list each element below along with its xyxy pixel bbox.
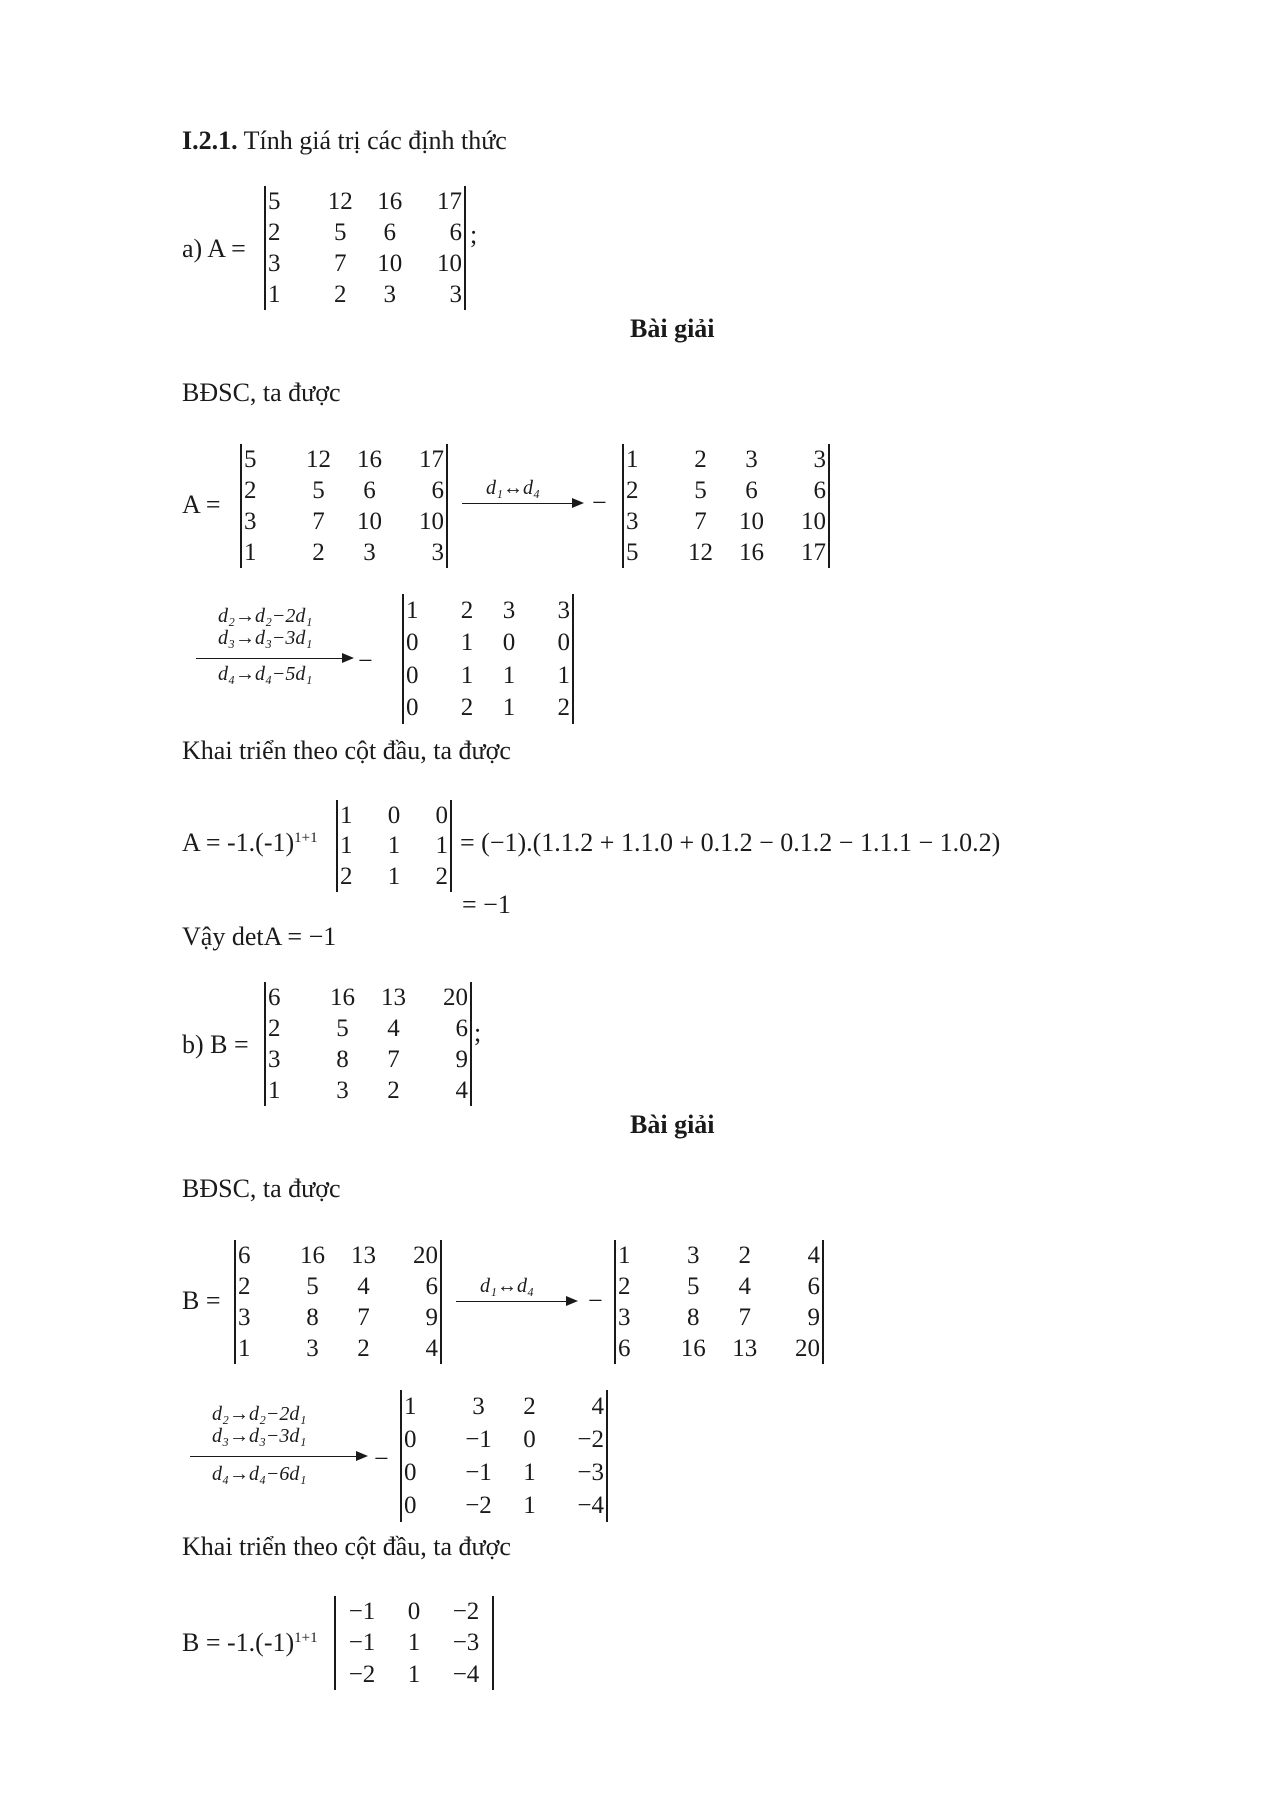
det-cell: 2 [238,1273,251,1300]
det-cell: 1 [268,1077,281,1104]
row-op-a1: d₂→d₂−2d₁ [218,605,313,627]
cofactor-a [182,830,318,856]
det-cell: 0 [406,661,419,689]
det-cell: 16 [357,446,382,473]
det-cell: −2 [452,1598,480,1626]
semicolon-b: ; [474,1018,482,1047]
det-cell: 1 [387,832,401,860]
conclusion-a: Vậy detA = −1 [182,922,337,951]
det-cell: 3 [472,1393,485,1420]
det-cell: 5 [626,539,639,566]
eq-label-b: B = [182,1286,221,1315]
cofactor-exp-a: 1+1 [294,830,318,846]
det-cell: 20 [795,1335,820,1362]
det-cell: 4 [591,1393,604,1420]
det-cell: 1 [502,661,516,689]
row-op-a2: d₃→d₃−3d₁ [218,627,313,649]
det-cell: 1 [244,539,257,566]
det-cell: 1 [407,1629,421,1657]
det-cell: 3 [268,250,281,277]
det-cell: 13 [381,984,406,1011]
det-cell: 0 [406,694,419,722]
det-cell: 9 [425,1304,438,1331]
det-cell: 1 [618,1242,631,1269]
det-cell: 2 [357,1335,370,1362]
det-a-given [264,186,466,310]
solution-title-b: Bài giải [630,1110,715,1139]
det-cell: 3 [813,446,826,473]
det-cell: 12 [327,188,353,215]
intro-b: BĐSC, ta được [182,1174,341,1203]
det-grid [236,1240,440,1364]
det-cell: 1 [406,596,419,624]
det-cell: 5 [306,1273,319,1300]
det-b-given [264,982,472,1106]
det-grid [404,594,572,724]
det-b-swapped [614,1240,824,1364]
det-b-original [234,1240,442,1364]
det-cell: 6 [425,1273,438,1300]
det-cell: 3 [306,1335,319,1362]
det-cell: 16 [680,1335,706,1362]
det-cell: −2 [577,1426,604,1453]
det-cell: 6 [618,1335,631,1362]
intro-a: BĐSC, ta được [182,378,341,407]
det-cell: 10 [377,250,403,277]
det-cell: 17 [801,539,826,566]
det-cell: 6 [431,477,444,504]
det-cell: 6 [449,219,462,246]
det-cell: 2 [557,694,570,722]
det-a-original [240,444,448,568]
det-cell: 13 [351,1242,376,1269]
det-cell: 1 [626,446,639,473]
eq-label-a: A = [182,490,221,519]
det-cell: 10 [437,250,462,277]
det-cell: 1 [523,1492,536,1519]
det-cell: 17 [437,188,462,215]
det-grid [242,444,446,568]
arrow-head-b1 [566,1296,578,1306]
det-cell: 16 [330,984,355,1011]
det-cell: 5 [334,219,347,246]
det-cell: 8 [336,1046,349,1073]
det-cell: 2 [460,596,474,624]
det-cell: 1 [340,832,353,860]
det-cell: 1 [557,661,570,689]
det-a-reduced [402,594,574,724]
det-cell: 6 [807,1273,820,1300]
det-cell: 16 [739,539,764,566]
det-cell: 5 [244,446,257,473]
swap-op-a: d₁↔d₄ [486,477,540,499]
det-b-reduced [400,1390,608,1522]
det-cell: 3 [502,596,516,624]
det-cell: 3 [745,446,758,473]
row-op-b3: d₄→d₄−6d₁ [212,1463,307,1485]
det-grid [336,1596,492,1690]
det-cell: 16 [377,188,403,215]
det-cell: 5 [268,188,281,215]
cofactor-prefix-b: B = -1.(-1) [182,1628,295,1657]
arrow-line-a1 [462,503,574,504]
det-cell: 0 [404,1492,417,1519]
exercise-title: Tính giá trị các định thức [243,126,507,155]
expand-text-a: Khai triển theo cột đầu, ta được [182,736,511,765]
det-cell: 10 [419,508,444,535]
det-cell: 20 [443,984,468,1011]
det-cell: 2 [694,446,707,473]
row-op-b1: d₂→d₂−2d₁ [212,1403,307,1425]
det-cell: −4 [577,1492,604,1519]
row-op-b2: d₃→d₃−3d₁ [212,1425,307,1447]
det-cell: −1 [348,1629,376,1657]
det-cell: 4 [738,1273,751,1300]
det-cell: 3 [363,539,376,566]
det-cell: 0 [404,1426,417,1453]
det-cell: 3 [618,1304,631,1331]
det-cell: 2 [244,477,257,504]
cofactor-prefix-a: A = -1.(-1) [182,828,295,857]
det-cell: 1 [340,801,353,829]
det-b-minor [334,1596,494,1690]
det-cell: −3 [577,1459,604,1486]
det-cell: 6 [455,1015,468,1042]
det-cell: 5 [694,477,707,504]
det-cell: 2 [387,1077,400,1104]
arrow-line-b1 [456,1301,568,1302]
det-cell: 20 [413,1242,438,1269]
det-cell: 3 [431,539,444,566]
det-cell: 3 [449,281,462,308]
det-cell: 1 [387,863,401,891]
det-cell: 1 [523,1459,536,1486]
det-cell: 5 [336,1015,349,1042]
det-cell: 8 [687,1304,700,1331]
minus-b2: − [374,1444,389,1473]
sarrus-a: = (−1).(1.1.2 + 1.1.0 + 0.1.2 − 0.1.2 − 1.1.1 − 1.0.2) [460,828,1001,857]
det-cell: 0 [404,1459,417,1486]
det-cell: 10 [801,508,826,535]
det-cell: 6 [363,477,376,504]
det-cell: 7 [334,250,347,277]
det-cell: 12 [688,539,713,566]
det-cell: 5 [312,477,325,504]
cofactor-b [182,1630,318,1656]
det-cell: 9 [807,1304,820,1331]
det-cell: 1 [404,1393,417,1420]
arrow-line-b2 [190,1456,358,1457]
minus-a1: − [592,488,607,517]
det-cell: 2 [523,1393,536,1420]
det-cell: 0 [406,629,419,657]
expand-text-b: Khai triển theo cột đầu, ta được [182,1532,511,1561]
arrow-head-a2 [342,653,354,663]
part-a-label: a) A = [182,234,246,263]
det-cell: 13 [732,1335,758,1362]
det-cell: 7 [387,1046,400,1073]
det-cell: 1 [407,1660,421,1688]
det-cell: 4 [357,1273,370,1300]
det-cell: 1 [460,629,474,657]
det-cell: 4 [387,1015,400,1042]
det-cell: 4 [455,1077,468,1104]
det-cell: 12 [306,446,331,473]
det-cell: 4 [425,1335,438,1362]
det-cell: 6 [813,477,826,504]
det-cell: 1 [435,832,448,860]
det-cell: 2 [312,539,325,566]
arrow-head-a1 [572,498,584,508]
det-cell: 1 [460,661,474,689]
det-cell: 7 [738,1304,751,1331]
det-cell: −1 [348,1598,376,1626]
det-grid [616,1240,822,1364]
det-cell: 2 [334,281,347,308]
det-cell: 2 [435,863,448,891]
det-cell: 0 [502,629,516,657]
det-cell: 1 [268,281,281,308]
det-cell: 17 [419,446,444,473]
det-cell: 2 [340,863,353,891]
det-cell: 3 [687,1242,700,1269]
det-grid [338,800,450,892]
det-cell: 6 [238,1242,251,1269]
det-cell: 2 [460,694,474,722]
det-cell: 16 [300,1242,325,1269]
det-cell: −2 [465,1492,492,1519]
part-b-label: b) B = [182,1030,249,1059]
arrow-line-a2 [196,658,344,659]
swap-op-b: d₁↔d₄ [480,1275,534,1297]
det-grid [624,444,828,568]
det-cell: 6 [268,984,281,1011]
det-cell: 0 [435,801,448,829]
minus-a2: − [358,646,373,675]
exercise-number: I.2.1. [182,126,238,155]
det-cell: 3 [557,596,570,624]
det-cell: 10 [739,508,764,535]
det-cell: 2 [268,219,281,246]
det-cell: 6 [383,219,396,246]
semicolon-a: ; [470,220,478,249]
det-cell: 1 [238,1335,251,1362]
det-cell: 0 [557,629,570,657]
det-cell: 0 [387,801,401,829]
det-cell: 10 [357,508,382,535]
det-cell: −2 [348,1660,376,1688]
det-cell: 3 [268,1046,281,1073]
row-op-a3: d₄→d₄−5d₁ [218,663,313,685]
det-cell: 5 [687,1273,700,1300]
det-cell: 7 [312,508,325,535]
det-grid [266,186,464,310]
det-cell: 0 [523,1426,536,1453]
arrow-head-b2 [356,1451,368,1461]
det-cell: 3 [238,1304,251,1331]
det-cell: 8 [306,1304,319,1331]
minus-b1: − [588,1286,603,1315]
cofactor-exp-b: 1+1 [294,1630,318,1646]
det-cell: 1 [502,694,516,722]
exercise-heading [182,128,507,154]
det-cell: 2 [618,1273,631,1300]
det-cell: 2 [268,1015,281,1042]
det-cell: 6 [745,477,758,504]
det-cell: −4 [452,1660,480,1688]
result-line-a: = −1 [462,890,511,919]
det-cell: 3 [383,281,396,308]
det-grid [266,982,470,1106]
solution-title-a: Bài giải [630,314,715,343]
det-grid [402,1390,606,1522]
det-cell: 7 [694,508,707,535]
det-cell: −1 [465,1459,492,1486]
det-cell: 2 [738,1242,751,1269]
det-cell: 2 [626,477,639,504]
det-cell: −3 [452,1629,480,1657]
det-a-swapped [622,444,830,568]
det-cell: 3 [626,508,639,535]
det-cell: 9 [455,1046,468,1073]
det-cell: 4 [807,1242,820,1269]
det-cell: 0 [407,1598,421,1626]
det-cell: −1 [465,1426,492,1453]
det-a-minor [336,800,452,892]
det-cell: 3 [336,1077,349,1104]
det-cell: 3 [244,508,257,535]
det-cell: 7 [357,1304,370,1331]
